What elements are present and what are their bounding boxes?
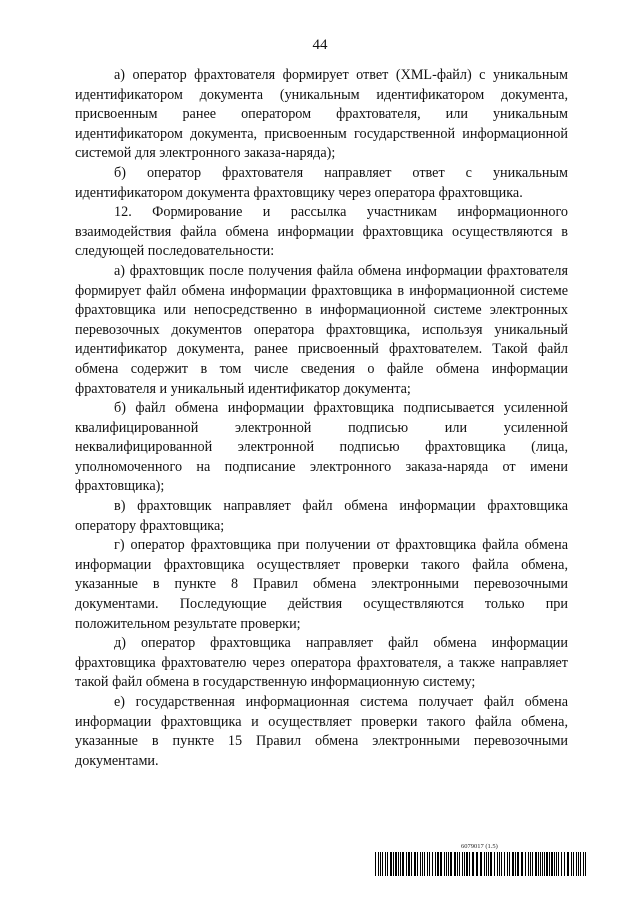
barcode-icon [375, 852, 586, 876]
paragraph-a-carrier-file: а) фрахтовщик после получения файла обмена информации фрахтователя формирует файл обмена информации фрахтовщика в информационной системе фрахтовщика или непосредственно в информационной системе электронных перевозочных документов оператора фрахтовщика, используя уникальный идентификатор документа, ранее присвоенный фрахтователем. Такой файл обмена содержит в том числе сведения о файле обмена информации фрахтователя и уникальный идентификатор документа; [75, 262, 568, 397]
paragraph-g-checks: г) оператор фрахтовщика при получении от фрахтовщика файла обмена информации фрахтовщика осуществляет проверки такого файла обмена, указанные в пункте 8 Правил обмена электронными перевозочными документами. Последующие действия осуществляются только при положительном результате проверки; [75, 537, 568, 632]
paragraph-e-gis-checks: е) государственная информационная система получает файл обмена информации фрахтовщика и осуществляет проверки такого файла обмена, указанные в пункте 15 Правил обмена электронными перевозочными документами. [75, 694, 568, 769]
paragraph-v-send-operator: в) фрахтовщик направляет файл обмена информации фрахтовщика оператору фрахтовщика; [75, 498, 568, 534]
paragraph-d-forward: д) оператор фрахтовщика направляет файл обмена информации фрахтовщика фрахтователю через оператора фрахтователя, а также направляет такой файл обмена в государственную информационную систему; [75, 635, 568, 691]
paragraph-a-response: а) оператор фрахтователя формирует ответ (XML-файл) с уникальным идентификатором документа (уникальным идентификатором документа, присвоенным ранее оператором фрахтователя, или уникальным идентификатором документа, присвоенным государственной информационной системой для электронного заказа-наряда); [75, 67, 568, 162]
document-body [75, 66, 568, 771]
paragraph-b-send-response: б) оператор фрахтователя направляет ответ с уникальным идентификатором документа фрахтовщику через оператора фрахтовщика. [75, 164, 568, 201]
document-code: 6079017 (1.5) [461, 843, 498, 850]
paragraph-12-sequence: 12. Формирование и рассылка участникам информационного взаимодействия файла обмена информации фрахтовщика осуществляются в следующей последовательности: [75, 204, 568, 260]
page-number: 44 [312, 37, 328, 53]
paragraph-b-signature: б) файл обмена информации фрахтовщика подписывается усиленной квалифицированной электронной подписью или усиленной неквалифицированной электронной подписью фрахтовщика (лица, уполномоченного на подписание электронного заказа-наряда от имени фрахтовщика); [75, 400, 568, 495]
